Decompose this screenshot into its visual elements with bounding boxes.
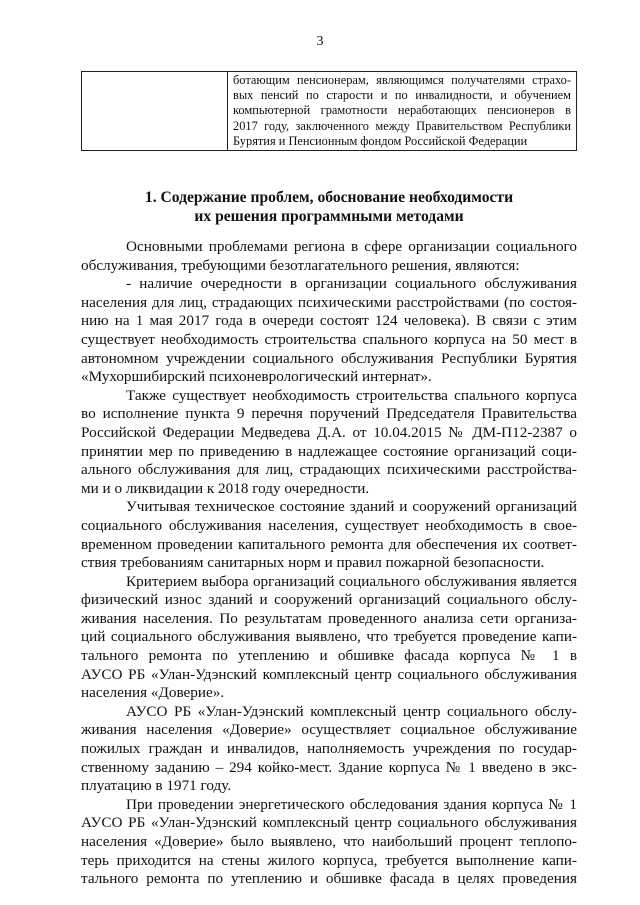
- paragraph-line: ствия требованиям санитарных норм и правил пожарной безопасности.: [81, 554, 545, 572]
- paragraph-line: населения «Доверие» было выявлено, что наибольший процент теплопо-: [81, 833, 577, 850]
- paragraph-line: тального ремонта по утеплению и обшивке фасада корпуса № 1 в: [81, 647, 577, 665]
- table-cell-line: 2017 году, заключенного между Правительством Республики: [233, 118, 571, 133]
- paragraph-line: социального обслуживания населения, существует необходимость в свое-: [81, 516, 577, 534]
- table-cell-line: ботающим пенсионерам, являющимся получателями страхо-: [233, 73, 571, 87]
- paragraph-line: ми и о ликвидации к 2018 году очередности.: [81, 479, 370, 497]
- paragraph-line: Учитывая техническое состояние зданий и сооружений организаций: [126, 498, 577, 516]
- paragraph-line: - наличие очередности в организации социального обслуживания: [126, 275, 577, 293]
- paragraph-line: существует необходимость строительства спального корпуса на 50 мест в: [81, 330, 577, 348]
- paragraph-line: временном проведении капитального ремонта для обеспечения их соответ-: [81, 535, 577, 553]
- paragraph-line: нию на 1 мая 2017 года в очереди состоят 124 человека). В связи с этим: [81, 312, 577, 330]
- paragraph-line: во исполнение пункта 9 перечня поручений Председателя Правительства: [81, 405, 577, 423]
- paragraph-line: тального ремонта по утеплению и обшивке фасада в целях проведения: [81, 870, 577, 888]
- section-heading: [81, 188, 577, 226]
- paragraph-line: ственному заданию – 294 койко-мест. Здание корпуса № 1 введено в экс-: [81, 758, 577, 776]
- paragraph-line: обслуживания, требующими безотлагательного решения, являются:: [81, 256, 520, 274]
- paragraph-line: населения для лиц, страдающих психическими расстройствами (по состоя-: [81, 293, 577, 311]
- paragraph-line: физический износ зданий и сооружений организаций социального обслу-: [81, 591, 577, 609]
- paragraph-line: живания населения «Доверие» осуществляет социальное обслуживание: [81, 721, 577, 739]
- paragraph-line: принятии мер по приведению в надлежащее состояние организаций соци-: [81, 442, 577, 460]
- paragraph-line: АУСО РБ «Улан-Удэнский комплексный центр социального обслу-: [126, 702, 577, 720]
- paragraph-line: населения «Доверие».: [81, 684, 225, 702]
- table-cell-line: вых пенсий по старости и по инвалидности, и обучением: [233, 88, 571, 103]
- paragraph-line: Российской Федерации Медведева Д.А. от 10.04.2015 № ДМ-П12-2387 о: [81, 423, 577, 441]
- continuation-table: [81, 71, 577, 151]
- paragraph-line: АУСО РБ «Улан-Удэнский комплексный центр социального обслуживания: [81, 665, 577, 683]
- paragraph-line: ального обслуживания для лиц, страдающих психическими расстройства-: [81, 461, 577, 479]
- paragraph-line: ций социального обслуживания выявлено, что требуется проведение капи-: [81, 628, 577, 646]
- table-cell-line: компьютерной грамотности неработающих пенсионеров в: [233, 103, 571, 118]
- table-text-cell: [228, 72, 577, 151]
- paragraph-line: АУСО РБ «Улан-Удэнский комплексный центр социального обслуживания: [81, 814, 577, 832]
- paragraph-line: Основными проблемами региона в сфере организации социального: [126, 238, 577, 255]
- paragraph-line: живания населения. По результатам проведенного анализа сети организа-: [81, 609, 577, 627]
- paragraph-line: терь приходится на стены жилого корпуса, требуется выполнение капи-: [81, 851, 577, 869]
- body-text: [81, 238, 577, 889]
- paragraph-line: плуатацию в 1971 году.: [81, 777, 232, 795]
- paragraph-line: Также существует необходимость строительства спального корпуса: [126, 386, 577, 404]
- table-empty-cell: [82, 72, 228, 151]
- paragraph-line: пожилых граждан и инвалидов, наполняемость учреждения по государ-: [81, 740, 577, 758]
- paragraph-line: При проведении энергетического обследования здания корпуса № 1: [126, 795, 577, 813]
- table-cell-line: Бурятия и Пенсионным фондом Российской Федерации: [233, 133, 528, 148]
- paragraph-line: Критерием выбора организаций социального обслуживания является: [126, 572, 577, 590]
- section-heading-line: их решения программными методами: [194, 208, 464, 225]
- page-number: 3: [316, 34, 324, 49]
- section-heading-line: 1. Содержание проблем, обоснование необходимости: [144, 189, 514, 206]
- paragraph-line: автономном учреждении социального обслуживания Республики Бурятия: [81, 349, 577, 367]
- paragraph-line: «Мухоршибирский психоневрологический интернат».: [81, 368, 432, 386]
